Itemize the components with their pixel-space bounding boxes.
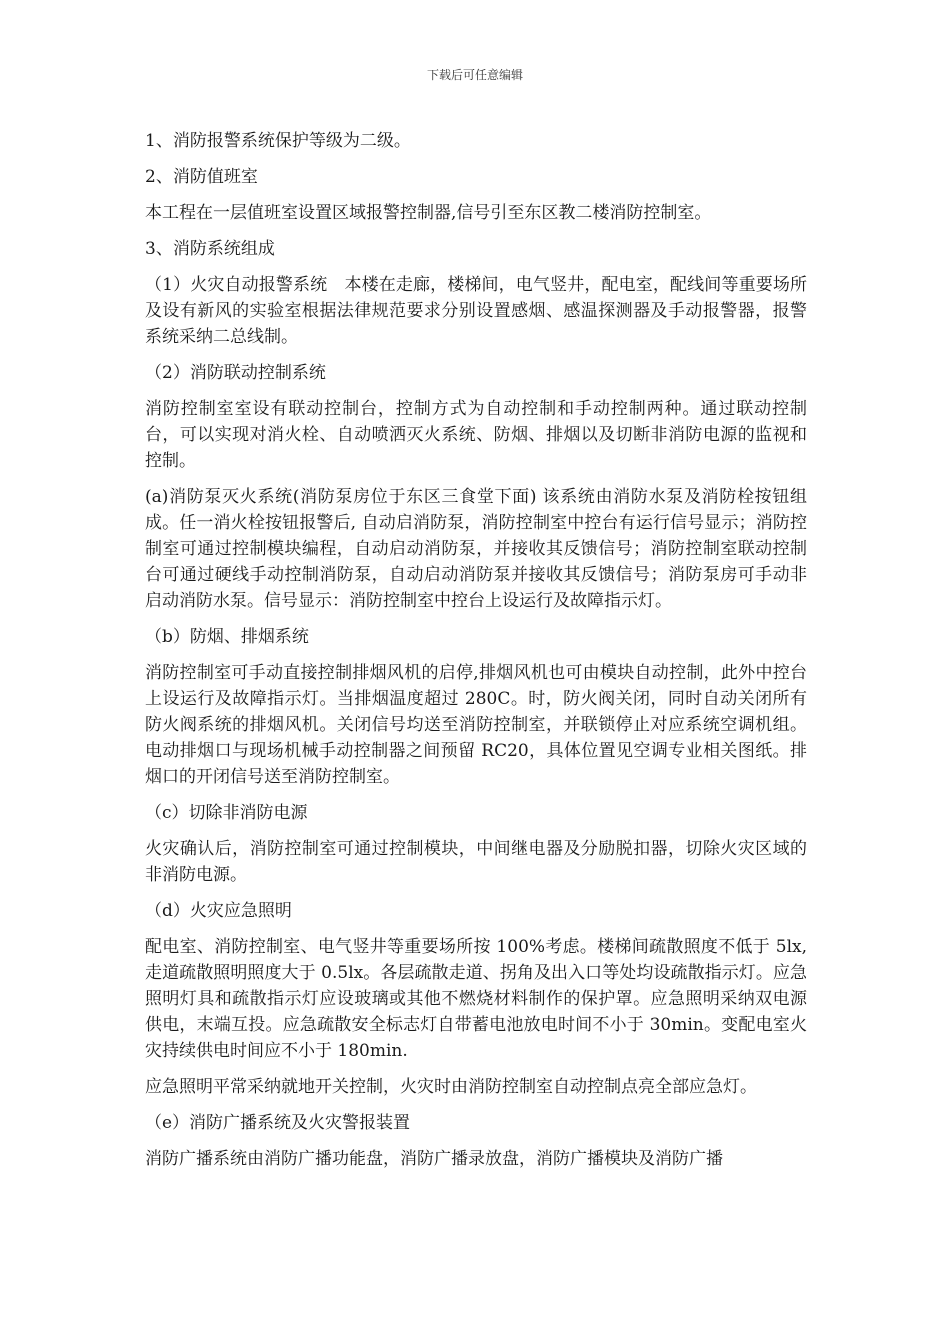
section-2-heading: 2、消防值班室	[145, 167, 258, 187]
paragraph: 火灾确认后，消防控制室可通过控制模块，中间继电器及分励脱扣器，切除火灾区域的非消防电源。	[145, 839, 807, 885]
paragraph: 消防广播系统由消防广播功能盘，消防广播录放盘，消防广播模块及消防广播	[145, 1149, 723, 1169]
paragraph: 消防控制室室设有联动控制台，控制方式为自动控制和手动控制两种。通过联动控制台，可以实现对消火栓、自动喷洒灭火系统、防烟、排烟以及切断非消防电源的监视和控制。	[145, 399, 807, 471]
paragraph: 消防控制室可手动直接控制排烟风机的启停,排烟风机也可由模块自动控制，此外中控台上设运行及故障指示灯。当排烟温度超过 280C。时，防火阀关闭，同时自动关闭所有防火阀系统的排烟风机。关闭信号均送至消防控制室，并联锁停止对应系统空调机组。电动排烟口与现场机械手动控制器之间预留 RC20，具体位置见空调专业相关图纸。排烟口的开闭信号送至消防控制室。	[145, 663, 807, 787]
subsection-heading: （b）防烟、排烟系统	[145, 627, 309, 647]
subsection-heading: （d）火灾应急照明	[145, 901, 292, 921]
header-note: 下载后可任意编辑	[426, 68, 523, 82]
paragraph: 本工程在一层值班室设置区域报警控制器,信号引至东区教二楼消防控制室。	[145, 203, 712, 223]
subsection-heading: （e）消防广播系统及火灾警报装置	[145, 1113, 411, 1133]
paragraph: （1）火灾自动报警系统 本楼在走廊，楼梯间，电气竖井，配电室，配线间等重要场所及设有新风的实验室根据法律规范要求分别设置感烟、感温探测器及手动报警器，报警系统采纳二总线制。	[145, 275, 807, 347]
paragraph: 配电室、消防控制室、电气竖井等重要场所按 100%考虑。楼梯间疏散照度不低于 5lx, 走道疏散照明照度大于 0.5lx。各层疏散走道、拐角及出入口等处均设疏散指示灯。应急照明灯具和疏散指示灯应设玻璃或其他不燃烧材料制作的保护罩。应急照明采纳双电源供电，末端互投。应急疏散安全标志灯自带蓄电池放电时间不小于 30min。变配电室火灾持续供电时间应不小于 180min.	[145, 937, 807, 1061]
paragraph: (a)消防泵灭火系统(消防泵房位于东区三食堂下面) 该系统由消防水泵及消防栓按钮组成。任一消火栓按钮报警后, 自动启消防泵，消防控制室中控台有运行信号显示；消防控制室可通过控制模块编程，自动启动消防泵，并接收其反馈信号；消防控制室联动控制台可通过硬线手动控制消防泵，自动启动消防泵并接收其反馈信号；消防泵房可手动非启动消防水泵。信号显示：消防控制室中控台上设运行及故障指示灯。	[145, 487, 807, 611]
section-1-heading: 1、消防报警系统保护等级为二级。	[145, 131, 411, 151]
document-body	[145, 128, 807, 1182]
subsection-heading: （2）消防联动控制系统	[145, 363, 326, 383]
paragraph: 应急照明平常采纳就地开关控制，火灾时由消防控制室自动控制点亮全部应急灯。	[145, 1077, 757, 1097]
subsection-heading: （c）切除非消防电源	[145, 803, 308, 823]
section-3-heading: 3、消防系统组成	[145, 239, 275, 259]
